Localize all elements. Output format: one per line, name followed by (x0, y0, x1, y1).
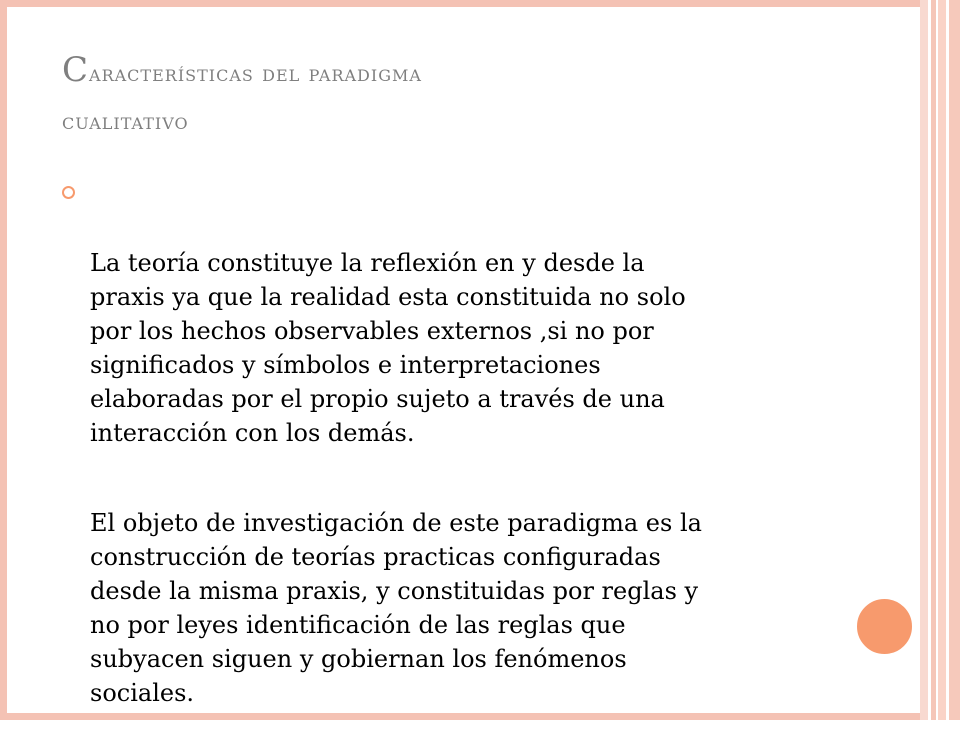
body-paragraph-1: La teoría constituye la reflexión en y desde la praxis ya que la realidad esta constituida no solo por los hechos observables externos ,si no por significados y símbolos e interpretaciones elaboradas por el propio sujeto a través de una interacción con los demás. (90, 249, 686, 447)
slide-frame-top (0, 0, 920, 7)
slide-title-line1: Características del paradigma (62, 50, 422, 90)
slide-title (62, 46, 422, 146)
decorative-circle (855, 597, 914, 656)
body-paragraph-2: El objeto de investigación de este paradigma es la construcción de teorías practicas configuradas desde la misma praxis, y constituidas por reglas y no por leyes identificación de las reglas que subyacen siguen y gobiernan los fenómenos sociales. (90, 509, 702, 707)
slide-title-line2: cualitativo (62, 109, 189, 135)
slide-frame-left (0, 0, 7, 720)
decorative-stripes (920, 0, 960, 720)
slide-body (90, 212, 850, 744)
bullet-icon (62, 186, 75, 199)
